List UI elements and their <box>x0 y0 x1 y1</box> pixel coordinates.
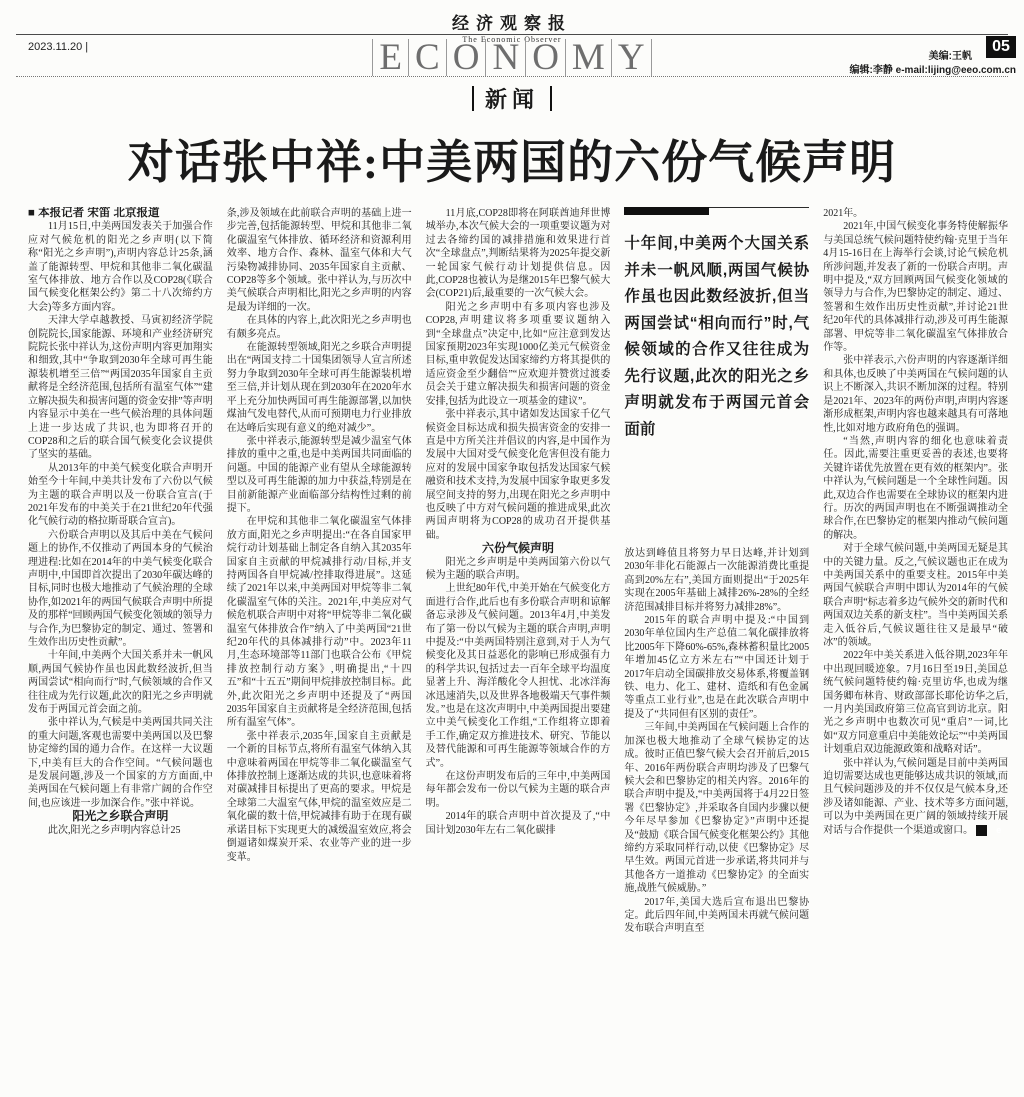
article-paragraph: 阳光之乡声明是中美两国第六份以气候为主题的联合声明。 <box>425 556 611 581</box>
art-editor-credit: 美编:王帆 <box>928 51 972 62</box>
article-end-mark-icon: e <box>976 825 987 836</box>
issue-date: 2023.11.20 | <box>28 41 89 53</box>
article-paragraph: 十年间,中美两个大国关系并未一帆风顺,两国气候协作虽也因此数经波折,但当两国尝试“相向而行”时,气候领域的合作又往往成为先行议题,此次的阳光之乡声明就发布于两国元首会面之前。 <box>28 650 213 716</box>
section-label-bar-left <box>472 86 474 111</box>
paper-title-cn: 经济观察报 <box>452 14 572 33</box>
article-paragraph: 在这份声明发布后的三年中,中美两国每年都会发布一份以气候为主题的联合声明。 <box>425 771 611 809</box>
article-paragraph: 在甲烷和其他非二氧化碳温室气体排放方面,阳光之乡声明提出:“在各自国家甲烷行动计划基础上制定各自纳入其2035年国家自主贡献的甲烷减排行动/目标,并支持两国各自甲烷减/控排取得进展”。这延续了2021年以来,中美两国对甲烷等非二氧化碳温室气体的关注。2021年,中美应对气候危机联合声明中对将“甲烷等非二氧化碳温室气体排放合作”纳入了中美两国“21世纪20年代的具体减排行动”中。2023年11月,生态环境部等11部门也联合公布《甲烷排放控制行动方案》,明确提出,“十四五”和“十五五”期间甲烷排放控制目标。此外,此次阳光之乡声明中还提及了“两国2035年国家自主贡献将是全经济范围,包括所有温室气体”。 <box>226 516 412 729</box>
logo-letter: Y <box>612 39 652 76</box>
logo-letter: O <box>447 39 487 76</box>
article-headline: 对话张中祥:中美两国的六份气候声明 <box>127 137 897 188</box>
section-label <box>0 83 1024 114</box>
byline: ■ 本报记者 宋笛 北京报道 <box>28 207 160 219</box>
logo-letter: C <box>409 39 447 76</box>
section-label-bar-right <box>550 86 552 111</box>
article-paragraph: 张中祥表示,2035年,国家自主贡献是一个新的目标节点,将所有温室气体纳入其中意味着两国在甲烷等非二氧化碳温室气体排放控制上逐渐达成的共识,也意味着将对碳减排目标提出了更高的要求。甲烷是全球第二大温室气体,甲烷的温室效应是二氧化碳的数十倍,甲烷减排有助于在现有碳承诺目标下实现更大的减缓温室效应,将会倒逼诸如煤炭开采、农业等产业的进一步变革。 <box>226 730 412 863</box>
column-2 <box>227 207 412 1079</box>
article-paragraph: 张中祥认为,气候问题是目前中美两国迫切需要达成也更能够达成共识的领域,而且气候问题涉及的并不仅仅是气候本身,还涉及诸如能源、产业、技术等多方面问题,可以为中美两国在更广阔的领域持续开展对话与合作提供一个渠道或窗口。 e <box>823 757 1008 836</box>
article-paragraph: 阳光之乡声明中有多项内容也涉及COP28,声明建议将多项重要议题纳入到“全球盘点”决定中,比如“应注意到发达国家预期2023年实现1000亿美元气候资金目标,重申敦促发达国家缔约方将其提供的适应资金至少翻倍”“应欢迎并赞赏过渡委员会关于建立解决损失和损害问题的资金安排,包括为此设立一项基金的建议”。 <box>425 301 611 407</box>
logo-letter: O <box>526 39 566 76</box>
article-paragraph: 天津大学卓越教授、马寅初经济学院创院院长,国家能源、环境和产业经济研究院院长张中祥认为,这份声明内容更加翔实和细致,其中“争取到2030年全球可再生能源装机增至三倍”“两国2035年国家自主贡献将是全经济范围,包括所有温室气体”“建立解决损失和损害问题的资金安排”等声明内容显示中美在一些气候治理的具体问题上进一步达成了共识,也为即将召开的COP28和之后的联合国气候变化会议提供了坚实的基础。 <box>28 315 213 461</box>
article-paragraph: 2022年中美关系进入低谷期,2023年年中出现回暖迹象。7月16日至19日,美国总统气候问题特使约翰·克里访华,也成为继国务卿布林肯、财政部部长耶伦访华之后,一月内美国政府第三位高官到访北京。阳光之乡声明中也数次可见“重启”一词,比如“双方同意重启中美能效论坛”“中美两国计划重启双边能源政策和战略对话”。 <box>823 650 1008 756</box>
article-paragraph: 从2013年的中美气候变化联合声明开始至今十年间,中美共计发布了六份以气候为主题的联合声明以及一份联合宣言(于2021年发布的中美关于在21世纪20年代强化气候行动的格拉斯哥联合宣言)。 <box>28 462 213 528</box>
article-paragraph: 上世纪80年代,中美开始在气候变化方面进行合作,此后也有多份联合声明和谅解备忘录涉及气候问题。2013年4月,中美发布了第一份以气候为主题的联合声明,声明中提及:“中美两国特别注意到,对于人为气候变化及其日益恶化的影响已形成强有力的科学共识,包括过去一百年全球平均温度显著上升、海洋酸化令人担忧、北冰洋海冰迅速消失,以及世界各地极端天气事件频发。”也是在这次声明中,中美两国提出要建立中美气候变化工作组,“工作组将立即着手工作,确定双方推进技术、研究、节能以及替代能源和可再生能源等领域合作的方式”。 <box>425 583 611 769</box>
article-paragraph: “当然,声明内容的细化也意味着责任。因此,需要注重更妥善的表述,也要将关键许诺优先放置在更有效的框架内”。张中祥认为,气候问题是一个全球性问题。因此,双边合作也需要在全球协议的框架内进行。历次的两国声明也在不断强调推动全球合作,在巴黎协定的框架内推动气候问题的解决。 <box>823 435 1008 541</box>
article-paragraph: 张中祥表示,六份声明的内容逐渐详细和具体,也反映了中美两国在气候问题的认识上不断深入,共识不断加深的过程。特别是2021年、2023年的两份声明,声明内容逐渐形成框架,声明内容也越来越具有可落地性,比如对地方政府角色的强调。 <box>823 355 1008 434</box>
article-paragraph: 条,涉及领域在此前联合声明的基础上进一步完善,包括能源转型、甲烷和其他非二氧化碳温室气体排放、循环经济和资源利用效率、地方合作、森林、温室气体和大气污染物减排协同、2035年国家自主贡献、COP28等多个领域。张中祥认为,与历次中美气候联合声明相比,阳光之乡声明的内容是最为详细的一次。 <box>226 208 412 313</box>
article-paragraph: 三年间,中美两国在气候问题上合作的加深也极大地推动了全球气候协定的达成。彼时正值巴黎气候大会召开前后,2015年、2016年两份联合声明均涉及了巴黎气候大会和巴黎协定的相关内容。2016年的联合声明中提及,“中美两国将于4月22日签署《巴黎协定》,并采取各自国内步骤以便今年尽早参加《巴黎协定》”声明中还提及“鼓励《联合国气候变化框架公约》其他缔约方采取同样行动,以使《巴黎协定》尽早生效。两国元首进一步承诺,将共同并与其他各方一道推动《巴黎协定》的全面实施,战胜气候威胁。” <box>624 722 810 895</box>
article-paragraph: 在能源转型领域,阳光之乡联合声明提出在“两国支持二十国集团领导人宣言所述努力争取到2030年全球可再生能源装机增至三倍,并计划从现在到2030年在2020年水平上充分加快两国可再生能源部署,以加快煤油气发电替代,从而可预期电力行业排放在达峰后实现有意义的绝对减少”。 <box>226 342 412 434</box>
pull-quote-text: 十年间,中美两个大国关系并未一帆风顺,两国气候协作虽也因此数经波折,但当两国尝试“相向而行”时,气候领域的合作又往往成为先行议题,此次的阳光之乡声明就发布于两国元首会面前 <box>624 235 810 438</box>
column-5 <box>823 207 1008 1079</box>
paper-title-en: The Economic Observer <box>0 29 1024 47</box>
article-paragraph: 11月底,COP28即将在阿联酋迪拜世博城举办,本次气候大会的一项重要议题为对过去各缔约国的减排措施和效果进行首次“全球盘点”,判断结果将为2025年提交新一轮国家气候行动计划提供信息。因此,COP28也被认为是继2015年巴黎气候大会(COP21)后,最重要的一次气候大会。 <box>425 208 611 300</box>
column-3 <box>426 207 611 1079</box>
section-subhead: 阳光之乡联合声明 <box>72 809 169 824</box>
article-paragraph: 此次,阳光之乡声明内容总计25 <box>48 824 181 836</box>
logo-letter: E <box>372 39 409 76</box>
article-paragraph: 2021年,中国气候变化事务特使解振华与美国总统气候问题特使约翰·克里于当年4月15-16日在上海举行会谈,讨论气候危机所涉问题,并发表了新的一份联合声明。声明中提及,“双方回顾两国气候变化领域的领导力与合作,为巴黎协定的制定、通过、签署和生效作出历史性贡献”,并讨论21世纪20年代的具体减排行动,涉及可再生能源部署、甲烷等非二氧化碳温室气体排放合作等。 <box>823 221 1008 354</box>
column-1 <box>28 207 213 1079</box>
article-body <box>28 207 1008 1079</box>
article-paragraph: 张中祥表示,能源转型是减少温室气体排放的重中之重,也是中美两国共同面临的问题。中国的能源产业有望从全球能源转型以及可再生能源的加力中获益,特别是在目前新能源产业面临部分结构性过剩的前提下。 <box>226 435 412 514</box>
column-4 <box>624 207 809 1079</box>
editor-credit: 编辑:李静 e-mail:lijing@eeo.com.cn <box>849 65 1016 76</box>
section-label-text: 新闻 <box>484 87 539 112</box>
article-paragraph: 六份联合声明以及其后中美在气候问题上的协作,不仅推动了两国本身的气候治理进程:比如在2014年的中美气候变化联合声明中,中国即首次提出了2030年碳达峰的目标,同时也极大地推动了气候治理的全球协作,如2021年的两国气候联合声明中所提及的那样“回顾两国气候变化领域的领导力与合作,为巴黎协定的制定、通过、签署和生效作出历史性贡献”。 <box>28 529 213 648</box>
article-paragraph: 放达到峰值且将努力早日达峰,并计划到2030年非化石能源占一次能源消费比重提高到20%左右”,美国方面则提出“于2025年实现在2005年基础上减排26%-28%的全经济范围减排目标并将努力减排28%”。 <box>624 548 810 613</box>
article-paragraph: 2021年。 <box>823 208 864 219</box>
article-paragraph: 张中祥认为,气候是中美两国共同关注的重大问题,客观也需要中美两国以及巴黎协定缔约国的通力合作。在这样一大议题下,中美有巨大的合作空间。“气候问题也是发展问题,涉及一个国家的方方面面,中美两国在气候问题上有非常广阔的合作空间,也应该进一步加深合作。”张中祥说。 <box>28 717 213 809</box>
logo-letter: M <box>566 39 612 76</box>
article-paragraph: 对于全球气候问题,中美两国无疑是其中的关键力量。反之,气候议题也正在成为中美两国关系中的重要支柱。2015年中美两国气候联合声明中即认为2014年的气候联合声明“标志着多边气候外交的新时代和两国双边关系的新支柱”。当中美两国关系走入低谷后,气候议题往往又是最早“破冰”的领域。 <box>823 543 1008 648</box>
article-paragraph: 2015年的联合声明中提及:“中国到2030年单位国内生产总值二氧化碳排放将比2005年下降60%-65%,森林蓄积量比2005年增加45亿立方米左右”“中国还计划于2017年启动全国碳排放交易体系,将覆盖钢铁、电力、化工、建材、造纸和有色金属等重点工业行业”,也是在此次联合声明中提及了“共同但有区别的责任”。 <box>624 615 810 720</box>
section-subhead: 六份气候声明 <box>481 541 554 556</box>
article-paragraph: 在具体的内容上,此次阳光之乡声明也有颇多亮点。 <box>226 315 412 340</box>
quote-top-bar <box>624 207 809 216</box>
pull-quote <box>624 207 809 547</box>
page-number-badge: 05 <box>986 36 1016 58</box>
article-paragraph: 2014年的联合声明中首次提及了,“中国计划2030年左右二氧化碳排 <box>425 811 611 836</box>
dotted-divider <box>16 76 1008 77</box>
article-paragraph: 张中祥表示,其中诸如发达国家千亿气候资金目标达成和损失损害资金的安排一直是中方所关注并倡议的内容,是中国作为发展中大国对受气候变化危害但没有能力应对的发展中国家争取包括发达国家气候融资和技术支持,为发展中国家争取更多发展空间支持的努力,出现在阳光之乡声明中也反映了中方对气候问题的推进成果,此次两国声明将为COP28的成功召开提供基础。 <box>425 409 611 541</box>
logo-letter: N <box>486 39 526 76</box>
article-paragraph: 2017年,美国大选后宣布退出巴黎协定。此后四年间,中美两国未再就气候问题发布联合声明直至 <box>624 896 810 935</box>
article-paragraph: 11月15日,中美两国发表关于加强合作应对气候危机的阳光之乡声明(以下简称“阳光之乡声明”),声明内容总计25条,涵盖了能源转型、甲烷和其他非二氧化碳温室气体排放、地方合作以及COP28(《联合国气候变化框架公约》第二十八次缔约方大会)等多方面内容。 <box>28 221 213 313</box>
